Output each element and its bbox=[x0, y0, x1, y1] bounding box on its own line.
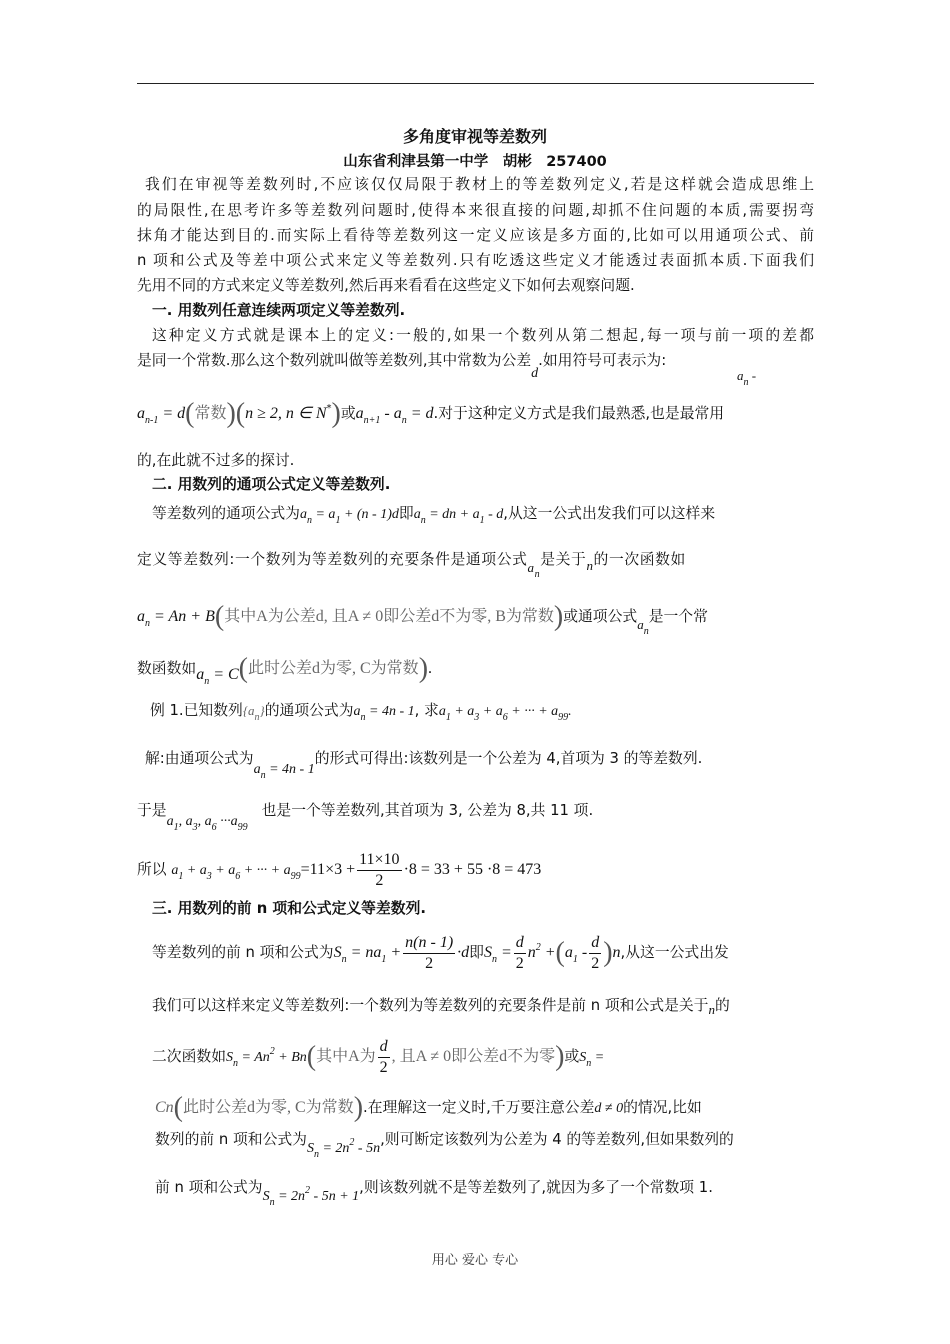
math-condition: 此时公差d为零, C为常数 bbox=[183, 1099, 354, 1116]
math-formula: $S_n = na_1$ + bbox=[333, 944, 402, 965]
intro-line-2: 的局限性,在思考许多等差数列问题时,使得本来很直接的问题,却抓不住问题的本质,需要拐弯 bbox=[137, 202, 814, 219]
paren: ) bbox=[418, 653, 429, 684]
math-formula: $a_n = 4n - 1$ bbox=[353, 704, 415, 723]
math-an-minus: $a_n$ - bbox=[737, 368, 757, 388]
example-text: 的通项公式为 bbox=[264, 702, 354, 719]
example-text: , 求 bbox=[414, 702, 439, 719]
math-formula: Cn bbox=[155, 1099, 174, 1116]
math-formula: $a_n$ = dn + $a_1$ - d bbox=[413, 507, 504, 526]
s2-text: 是关于 bbox=[540, 551, 587, 568]
s2-text: ,从这一公式出发我们可以这样来 bbox=[503, 505, 716, 522]
s1-text: .如用符号可表示为: bbox=[538, 352, 667, 369]
math-formula: $a_n = 4n - 1$ bbox=[253, 762, 315, 781]
math-const: 常数 bbox=[194, 405, 227, 422]
s3-line-2 bbox=[152, 995, 730, 1017]
solution-text: 也是一个等差数列,其首项为 3, 公差为 8,共 11 项. bbox=[261, 802, 594, 819]
math-formula: $S_n$ = bbox=[579, 1050, 605, 1069]
s3-text: 前 n 项和公式为 bbox=[155, 1179, 263, 1196]
s3-line-1: 等差数列的前 n 项和公式为$S_n = na_1$ + $\frac{n(n - 1)}{2}$ ·d即$S_n$ = $\frac{d}{2}$ $n^2 +(a_1$ - $\frac{d}{2}$ )n,从这一公式出发 bbox=[152, 933, 729, 972]
s2-line-3 bbox=[137, 603, 708, 635]
math-an: $a_n$ bbox=[637, 617, 649, 637]
header-rule bbox=[137, 83, 814, 84]
solution-text: 解:由通项公式为 bbox=[145, 750, 254, 767]
fraction: $\frac{d}{2}$ bbox=[515, 933, 524, 972]
paren: )( bbox=[226, 398, 246, 429]
page-footer: 用心 爱心 专心 bbox=[431, 1253, 519, 1268]
s3-line-6 bbox=[155, 1172, 713, 1206]
s2-text: 是一个常 bbox=[648, 608, 708, 625]
math-formula: $S_n = 2n^2 - 5n + 1$ bbox=[262, 1185, 360, 1208]
math-formula: $a_{n-1} = d$ bbox=[137, 405, 186, 426]
math-n: n bbox=[708, 1002, 715, 1017]
solution-line-3 bbox=[137, 848, 541, 899]
math-calc: =11×3 + bbox=[300, 861, 356, 878]
paren: ( bbox=[185, 398, 195, 429]
solution-text: 的形式可得出:该数列是一个公差为 4,首项为 3 的等差数列. bbox=[314, 750, 703, 767]
example-text: 例 1.已知数列 bbox=[150, 702, 243, 719]
s3-line-4: Cn(此时公差d为零, C为常数).在理解这一定义时,千万要注意公差d ≠ 0的情况,比如 bbox=[155, 1092, 702, 1123]
s2-text: 的一次函数如 bbox=[593, 551, 686, 568]
s3-text: 二次函数如 bbox=[152, 1048, 226, 1065]
s2-line-4: 数函数如$a_n = C$(此时公差d为零, C为常数). bbox=[137, 653, 433, 687]
solution-line-1 bbox=[145, 748, 703, 781]
s3-text: 的情况,比如 bbox=[623, 1099, 702, 1116]
math-formula: $S_n = An^2 + Bn$ bbox=[226, 1046, 307, 1069]
intro-line-3: 抹角才能达到目的.而实际上看待等差数列这一定义应该是多方面的,比如可以用通项公式、前 bbox=[137, 227, 814, 244]
fraction bbox=[357, 850, 401, 891]
fraction: $\frac{d}{2}$ bbox=[379, 1037, 388, 1076]
math-formula: $a_{n+1} - a_n = d$ bbox=[355, 405, 434, 426]
math-formula: $S_n = 2n^2 - 5n$ bbox=[306, 1137, 381, 1160]
s3-text: ,从这一公式出发 bbox=[620, 944, 729, 961]
s3-text: 等差数列的前 n 项和公式为 bbox=[152, 944, 334, 961]
math-calc: ·8 = 33 + 55 ·8 = 473 bbox=[403, 861, 542, 878]
fraction-numerator: 11×10 bbox=[357, 850, 401, 871]
intro-line-4: n 项和公式及等差中项公式来定义等差数列.只有吃透这些定义才能透过表面抓本质.下面我们 bbox=[137, 252, 814, 269]
section-2-heading: 二. 用数列的通项公式定义等差数列. bbox=[152, 476, 391, 493]
math-condition: 其中A为公差d, 且A ≠ 0即公差d不为零, B为常数 bbox=[224, 608, 554, 625]
s1-text: 是同一个常数.那么这个数列就叫做等差数列,其中常数为公差 bbox=[137, 352, 532, 369]
s1-text: 或 bbox=[340, 405, 356, 422]
s3-text: ,则可断定该数列为公差为 4 的等差数列,但如果数列的 bbox=[380, 1131, 734, 1148]
solution-line-2 bbox=[137, 800, 594, 833]
math-star: * bbox=[326, 403, 332, 414]
math-formula: $a_n = C$ bbox=[196, 666, 239, 687]
s3-text: 即 bbox=[469, 944, 484, 961]
math-condition: , 且A ≠ 0即公差d不为零 bbox=[391, 1048, 556, 1065]
solution-text: 所以 bbox=[137, 861, 167, 878]
page-title: 多角度审视等差数列 bbox=[402, 127, 547, 146]
section-3-heading: 三. 用数列的前 n 项和公式定义等差数列. bbox=[152, 900, 426, 917]
s1-line-1: 这种定义方式就是课本上的定义:一般的,如果一个数列从第二想起,每一项与前一项的差都 bbox=[152, 327, 814, 344]
s3-line-5 bbox=[155, 1124, 734, 1158]
s2-text: 即 bbox=[398, 505, 414, 522]
paren: ) bbox=[553, 601, 564, 632]
math-formula: $a_1 + a_3 + a_6$ + ··· + $a_{99}$ bbox=[171, 863, 301, 882]
s3-line-3: 二次函数如$S_n = An^2 + Bn$(其中A为 $\frac{d}{2}$ , 且A ≠ 0即公差d不为零)或$S_n$ = bbox=[152, 1037, 605, 1076]
s1-line-3 bbox=[137, 398, 724, 432]
math-formula: $a_n = a_1 + (n - 1)d$ bbox=[299, 507, 399, 526]
math-seq: $\{a_n\}$ bbox=[242, 703, 265, 723]
s3-text: ,则该数列就不是等差数列了,就因为多了一个常数项 1. bbox=[359, 1179, 713, 1196]
paren: ( bbox=[238, 653, 248, 684]
math-an: $a_n$ bbox=[527, 560, 541, 580]
fraction: $\frac{d}{2}$ bbox=[591, 933, 600, 972]
math-formula: $S_n$ = bbox=[483, 944, 512, 965]
s3-text: .在理解这一定义时,千万要注意公差 bbox=[363, 1099, 595, 1116]
solution-text: 于是 bbox=[137, 802, 167, 819]
intro-line-1: 我们在审视等差数列时,不应该仅仅局限于教材上的等差数列定义,若是这样就会造成思维上 bbox=[145, 176, 814, 193]
section-1-heading: 一. 用数列任意连续两项定义等差数列. bbox=[152, 302, 406, 319]
s2-text: 等差数列的通项公式为 bbox=[152, 505, 300, 522]
math-formula: $a_1$, $a_3$, $a_6 \cdot\cdot\cdot a_{99}$ bbox=[166, 814, 248, 833]
s3-text: 或 bbox=[564, 1048, 580, 1065]
s2-text: 数函数如 bbox=[137, 660, 197, 677]
fraction-denominator: 2 bbox=[375, 871, 384, 889]
s1-text: .对于这种定义方式是我们最熟悉,也是最常用 bbox=[433, 405, 725, 422]
s3-text: 的 bbox=[714, 997, 730, 1014]
paren: ( bbox=[214, 601, 225, 632]
fraction: $\frac{n(n - 1)}{2}$ bbox=[405, 933, 454, 972]
math-formula: $a_1 + a_3 + a_6$ + ··· + $a_{99}$. bbox=[438, 704, 572, 723]
intro-line-5: 先用不同的方式来定义等差数列,然后再来看看在这些定义下如何去观察问题. bbox=[137, 277, 635, 294]
s2-text: 定义等差数列:一个数列为等差数列的充要条件是通项公式 bbox=[137, 551, 528, 568]
math-condition: 此时公差d为零, C为常数 bbox=[248, 660, 419, 677]
s3-text: 数列的前 n 项和公式为 bbox=[155, 1131, 307, 1148]
math-formula: $a_n = An + B$ bbox=[137, 608, 215, 629]
s2-line-2 bbox=[137, 549, 686, 578]
example-1 bbox=[150, 700, 572, 729]
author-line: 山东省利津县第一中学 胡彬 257400 bbox=[343, 154, 607, 170]
paren: ) bbox=[331, 398, 341, 429]
math-cond: n ≥ 2, n ∈ N bbox=[245, 405, 327, 422]
s2-line-1 bbox=[152, 503, 715, 532]
s1-line-4: 的,在此就不过多的探讨. bbox=[137, 452, 295, 469]
math-formula: d ≠ 0 bbox=[594, 1101, 624, 1116]
s2-text: 或通项公式 bbox=[563, 608, 638, 625]
math-n: n bbox=[586, 558, 594, 573]
s1-line-2 bbox=[137, 350, 667, 381]
s3-text: 我们可以这样来定义等差数列:一个数列为等差数列的充要条件是前 n 项和公式是关于 bbox=[152, 997, 709, 1014]
math-d: d bbox=[531, 366, 539, 381]
math-condition: 其中A为 bbox=[316, 1048, 376, 1065]
